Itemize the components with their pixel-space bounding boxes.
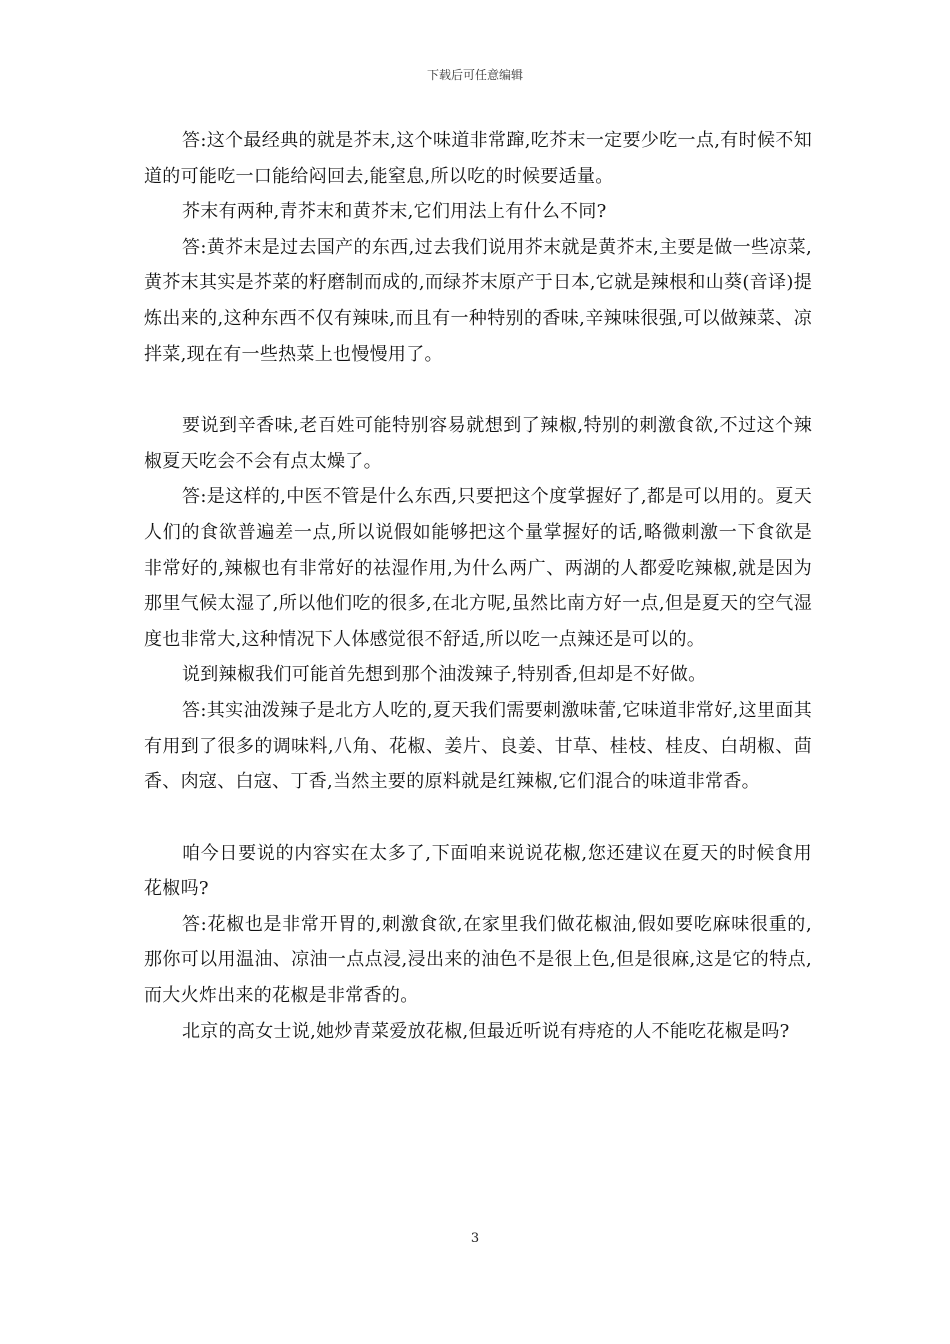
paragraph-listener-question: 北京的高女士说,她炒青菜爱放花椒,但最近听说有痔疮的人不能吃花椒是吗? — [182, 1020, 790, 1042]
paragraph-sichuan-pepper-answer: 答:花椒也是非常开胃的,刺激食欲,在家里我们做花椒油,假如要吃麻味很重的,那你可以用温油、凉油一点点浸,浸出来的油色不是很上色,但是很麻,这是它的特点,而大火炸出来的花椒是非常香的。 — [144, 913, 812, 1007]
paragraph-mustard-question: 芥末有两种,青芥末和黄芥末,它们用法上有什么不同? — [182, 201, 607, 223]
page-number: 3 — [470, 1231, 480, 1246]
paragraph-chili-question: 要说到辛香味,老百姓可能特别容易就想到了辣椒,特别的刺激食欲,不过这个辣椒夏天吃会不会有点太燥了。 — [144, 415, 812, 472]
page-header-note: 下载后可任意编辑 — [426, 68, 523, 82]
paragraph-chili-oil-question: 说到辣椒我们可能首先想到那个油泼辣子,特别香,但却是不好做。 — [182, 664, 707, 686]
section-gap — [144, 372, 812, 408]
document-body — [144, 123, 812, 1049]
paragraph-chili-oil-answer: 答:其实油泼辣子是北方人吃的,夏天我们需要刺激味蕾,它味道非常好,这里面其有用到了很多的调味料,八角、花椒、姜片、良姜、甘草、桂枝、桂皮、白胡椒、茴香、肉寇、白寇、丁香,当然主要的原料就是红辣椒,它们混合的味道非常香。 — [144, 699, 812, 793]
paragraph-chili-answer: 答:是这样的,中医不管是什么东西,只要把这个度掌握好了,都是可以用的。夏天人们的食欲普遍差一点,所以说假如能够把这个量掌握好的话,略微刺激一下食欲是非常好的,辣椒也有非常好的祛湿作用,为什么两广、两湖的人都爱吃辣椒,就是因为那里气候太湿了,所以他们吃的很多,在北方呢,虽然比南方好一点,但是夏天的空气湿度也非常大,这种情况下人体感觉很不舒适,所以吃一点辣还是可以的。 — [144, 486, 812, 650]
section-gap — [144, 800, 812, 836]
paragraph-mustard-answer: 答:黄芥末是过去国产的东西,过去我们说用芥末就是黄芥末,主要是做一些凉菜,黄芥末其实是芥菜的籽磨制而成的,而绿芥末原产于日本,它就是辣根和山葵(音译)提炼出来的,这种东西不仅有辣味,而且有一种特别的香味,辛辣味很强,可以做辣菜、凉拌菜,现在有一些热菜上也慢慢用了。 — [144, 236, 812, 365]
paragraph-wasabi-answer: 答:这个最经典的就是芥末,这个味道非常蹿,吃芥末一定要少吃一点,有时候不知道的可能吃一口能给闷回去,能窒息,所以吃的时候要适量。 — [144, 130, 812, 187]
paragraph-sichuan-pepper-question: 咱今日要说的内容实在太多了,下面咱来说说花椒,您还建议在夏天的时候食用花椒吗? — [144, 842, 812, 900]
